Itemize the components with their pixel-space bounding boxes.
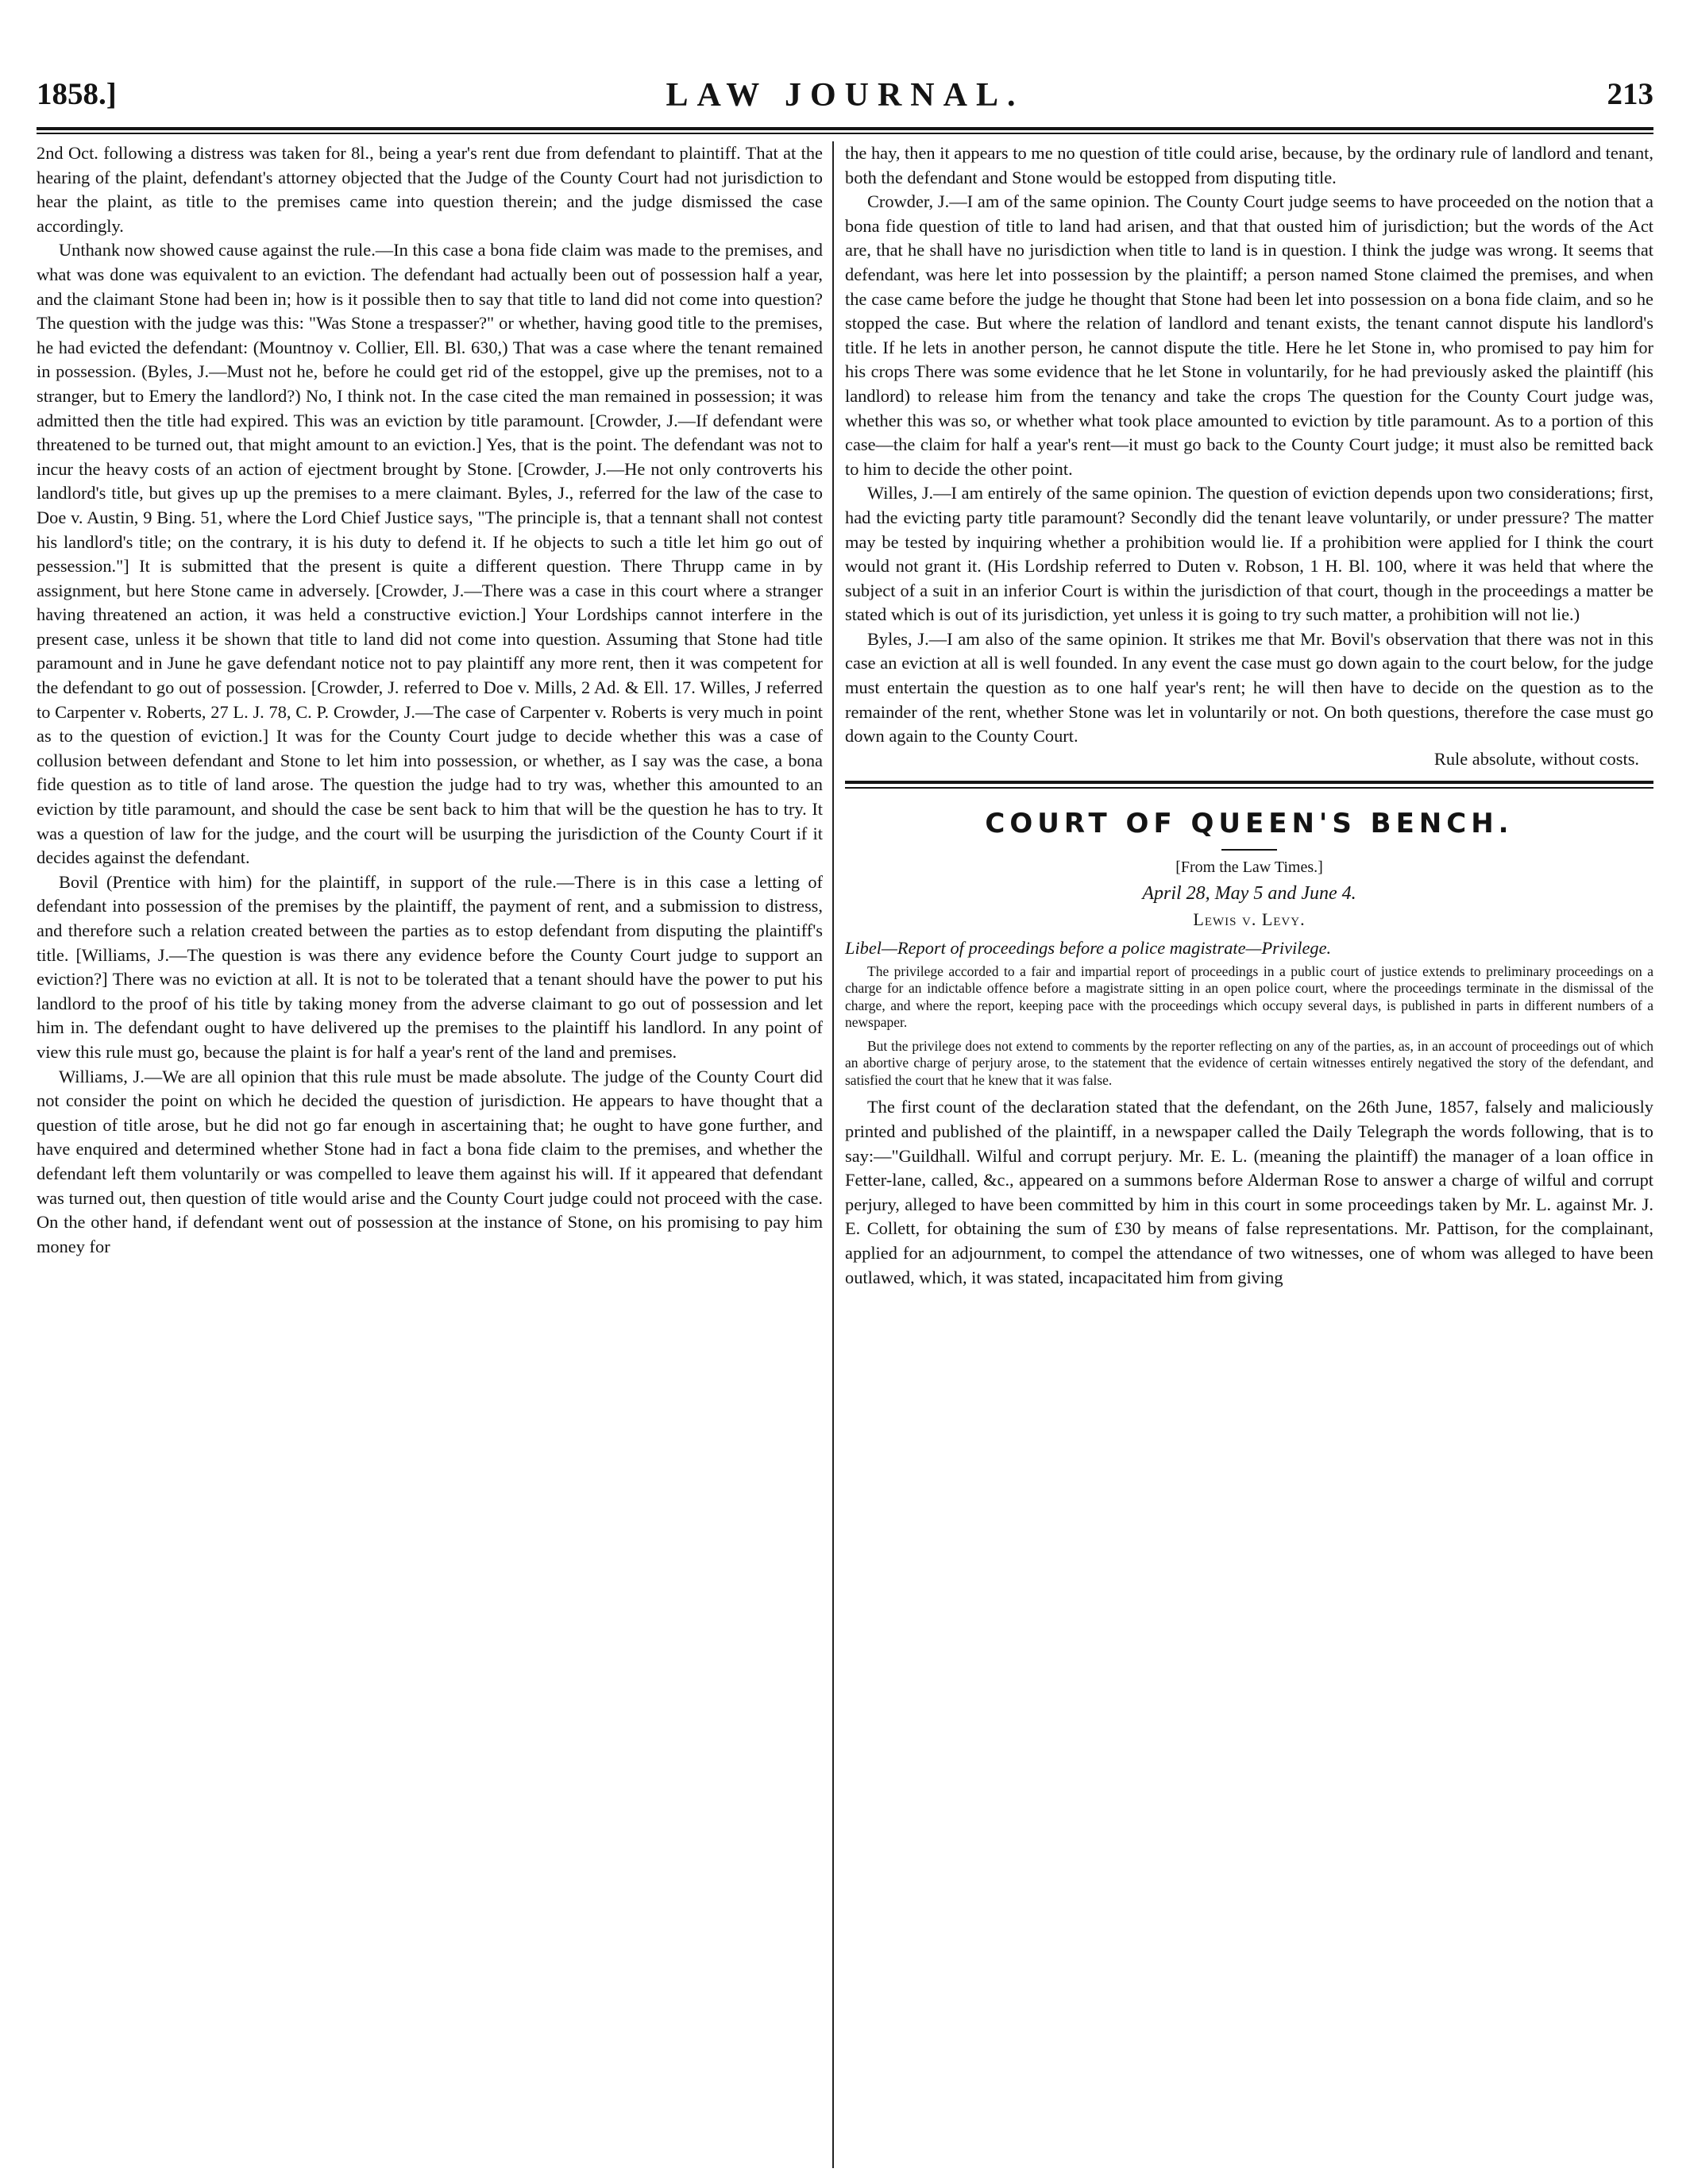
page-number: 213 bbox=[1607, 77, 1653, 111]
left-column bbox=[37, 141, 823, 1259]
paragraph: Unthank now showed cause against the rule.—In this case a bona fide claim was made to the premises, and what was done was equivalent to an eviction. The defendant had actually been out of possession half a year, and the claimant Stone had been in; how is it possible then to say that title to land did not come into question? The question with the judge was this: "Was Stone a trespasser?" or whether, having good title to the premises, he had evicted the defendant: (Mountnoy v. Collier, Ell. Bl. 630,) That was a case where the tenant remained in possession. (Byles, J.—Must not he, before he could get rid of the estoppel, give up the premises, not to a stranger, but to Emery the landlord?) No, I think not. In the case cited the man remained in possession; it was admitted then the title had expired. This was an eviction by title paramount. [Crowder, J.—If defendant were threatened to be turned out, that might amount to an eviction.] Yes, that is the point. The defendant was not to incur the heavy costs of an action of ejectment brought by Stone. [Crowder, J.—He not only controverts his landlord's title, but gives up up the premises to a mere claimant. Byles, J., referred for the law of the case to Doe v. Austin, 9 Bing. 51, where the Lord Chief Justice says, "The principle is, that a tennant shall not contest his landlord's title; on the contrary, it is his duty to defend it. If he objects to such a title let him go out of pessession."] It is submitted that the present is quite a different question. There Thrupp came in by assignment, but here Stone came in adversely. [Crowder, J.—There was a case in this court where a stranger having threatened an action, it was held a constructive eviction.] Your Lordships cannot interfere in the present case, unless it be shown that title to land did not come into question. Assuming that Stone had title paramount and in June he gave defendant notice not to pay plaintiff any more rent, then it was competent for the defendant to go out of possession. [Crowder, J. referred to Doe v. Mills, 2 Ad. & Ell. 17. Willes, J referred to Carpenter v. Roberts, 27 L. J. 78, C. P. Crowder, J.—The case of Carpenter v. Roberts is very much in point as to the question of eviction.] It was for the County Court judge to decide whether this was a case of collusion between defendant and Stone to let him into possession, or whether, as I say was the case, a bona fide question as to title of land arose. The question the judge had to try was, whether this amounted to an eviction by title paramount, and should the case be sent back to him that will be the question he has to try. It was a question of law for the judge, and the court will be usurping the jurisdiction of the County Court if it decides against the defendant. bbox=[37, 240, 823, 868]
paragraph: the hay, then it appears to me no question of title could arise, because, by the ordinary rule of landlord and tenant, both the defendant and Stone would be estopped from disputing title. bbox=[845, 143, 1653, 187]
paragraph: Byles, J.—I am also of the same opinion. It strikes me that Mr. Bovil's observation that there was not in this case an eviction at all is well founded. In any event the case must go down again to the court below, for the judge must entertain the question as to one half year's rent; he will then have to decide on the question as to the remainder of the rent, whether Stone was let in voluntarily or not. On both questions, therefore the case must go down again to the County Court. bbox=[845, 628, 1653, 747]
headnote: But the privilege does not extend to comments by the reporter reflecting on any of the parties, as, in an account of proceedings out of which an abortive charge of perjury arose, to the statement that the evidence of certain witnesses entirely negatived the story of the defendant, and satisfied the court that he knew that it was false. bbox=[845, 1037, 1653, 1088]
running-header bbox=[37, 76, 1653, 122]
header-rule bbox=[37, 127, 1653, 134]
headnote: The privilege accorded to a fair and impartial report of proceedings in a public court of justice extends to preliminary proceedings on a charge for an indictable offence before a magistrate sitting in an open police court, where the proceedings terminate in the dismissal of the charge, and where the report, keeping pace with the proceedings which occupy several days, is published in parts in different numbers of a newspaper. bbox=[845, 963, 1653, 1031]
paragraph: 2nd Oct. following a distress was taken for 8l., being a year's rent due from defendant to plaintiff. That at the hearing of the plaint, defendant's attorney objected that the Judge of the County Court had not jurisdiction to hear the plaint, as title to the premises came into question therein; and the judge dismissed the case accordingly. bbox=[37, 143, 823, 236]
short-rule bbox=[1221, 849, 1277, 851]
case-title: Lewis v. Levy. bbox=[1193, 909, 1306, 929]
header-title: LAW JOURNAL. bbox=[666, 77, 1024, 114]
rule-absolute-note: Rule absolute, without costs. bbox=[1433, 748, 1639, 769]
header-year: 1858.] bbox=[37, 77, 117, 111]
hearing-dates: April 28, May 5 and June 4. bbox=[1142, 882, 1356, 904]
paragraph: Williams, J.—We are all opinion that this rule must be made absolute. The judge of the County Court did not consider the point on which he decided the question of jurisdiction. He appears to have thought that a question of title arose, but he did not go far enough in ascertaining that; he ought to have gone further, and have enquired and determined whether Stone had in fact a bona fide claim to the premises, and whether the defendant left them voluntarily or was compelled to leave them against his will. If it appeared that defendant was turned out, then question of title would arise and the County Court judge could not proceed with the case. On the other hand, if defendant went out of possession at the instance of Stone, on his promising to pay him money for bbox=[37, 1066, 823, 1256]
right-column bbox=[845, 141, 1653, 1290]
catchline: Libel—Report of proceedings before a police magistrate—Privilege. bbox=[845, 937, 1332, 958]
paragraph: Willes, J.—I am entirely of the same opinion. The question of eviction depends upon two considerations; first, had the evicting party title paramount? Secondly did the tenant leave voluntarily, or under pressure? The matter may be tested by inquiring whether a prohibition would lie. If a prohibition were applied for I think the court would not grant it. (His Lordship referred to Duten v. Robson, 1 H. Bl. 100, where it was held that where the subject of a suit in an inferior Court is within the jurisdiction of that court, though in the proceedings a matter be stated which is out of its jurisdiction, yet unless it is going to try such matter, a prohibition will not lie.) bbox=[845, 483, 1653, 625]
section-rule bbox=[845, 781, 1653, 789]
column-divider bbox=[832, 141, 834, 2168]
paragraph: The first count of the declaration stated that the defendant, on the 26th June, 1857, falsely and maliciously printed and published of the plaintiff, in a newspaper called the Daily Telegraph the words following, that is to say:—"Guildhall. Wilful and corrupt perjury. Mr. E. L. (meaning the plaintiff) the manager of a loan office in Fetter-lane, called, &c., appeared on a summons before Alderman Rose to answer a charge of wilful and corrupt perjury, alleged to have been committed by him in this court in some proceedings taken by Mr. L. against Mr. J. E. Collett, for obtaining the sum of £30 by means of false representations. Mr. Pattison, for the complainant, applied for an adjournment, to compel the attendance of two witnesses, one of whom was alleged to have been outlawed, which, it was stated, incapacitated him from giving bbox=[845, 1097, 1653, 1287]
paragraph: Crowder, J.—I am of the same opinion. The County Court judge seems to have proceeded on the notion that a bona fide question of title to land had arisen, and that that ousted him of jurisdiction; but the words of the Act are, that he shall have no jurisdiction when title to land is in question. I think the judge was wrong. It seems that defendant, was here let into possession by the plaintiff; a person named Stone claimed the premises, and when the case came before the judge he thought that Stone had been let into possession on a bona fide claim, and so he stopped the case. But where the relation of landlord and tenant exists, the tenant cannot dispute his landlord's title. If he lets in another person, he cannot dispute the title. Here he let Stone in, who promised to pay him for his crops There was some evidence that he let Stone in voluntarily, for he had previously asked the plaintiff (his landlord) to release him from the tenancy and take the crops The question for the County Court judge was, whether this was so, or whether what took place amounted to eviction by title paramount. As to a portion of this case—the claim for half a year's rent—it must go back to the County Court judge; it must also be remitted back to him to decide the other point. bbox=[845, 191, 1653, 479]
court-heading: COURT OF QUEEN'S BENCH. bbox=[985, 807, 1514, 839]
paragraph: Bovil (Prentice with him) for the plaintiff, in support of the rule.—There is in this case a letting of defendant into possession of the premises by the plaintiff, the payment of rent, and a submission to distress, and therefore such a relation created between the parties as to estop defendant from disputing the plaintiff's title. [Williams, J.—The question is was there any evidence before the County Court judge to support an eviction?] There was no eviction at all. It is not to be tolerated that a tenant should have the power to put his landlord to the proof of his title by taking money from the adverse claimant to go out of possession and let him in. The defendant ought to have delivered up the premises to the plaintiff his landlord. In any point of view this rule must go, because the plaint is for half a year's rent of the land and premises. bbox=[37, 871, 823, 1062]
source-note: [From the Law Times.] bbox=[1175, 858, 1323, 876]
